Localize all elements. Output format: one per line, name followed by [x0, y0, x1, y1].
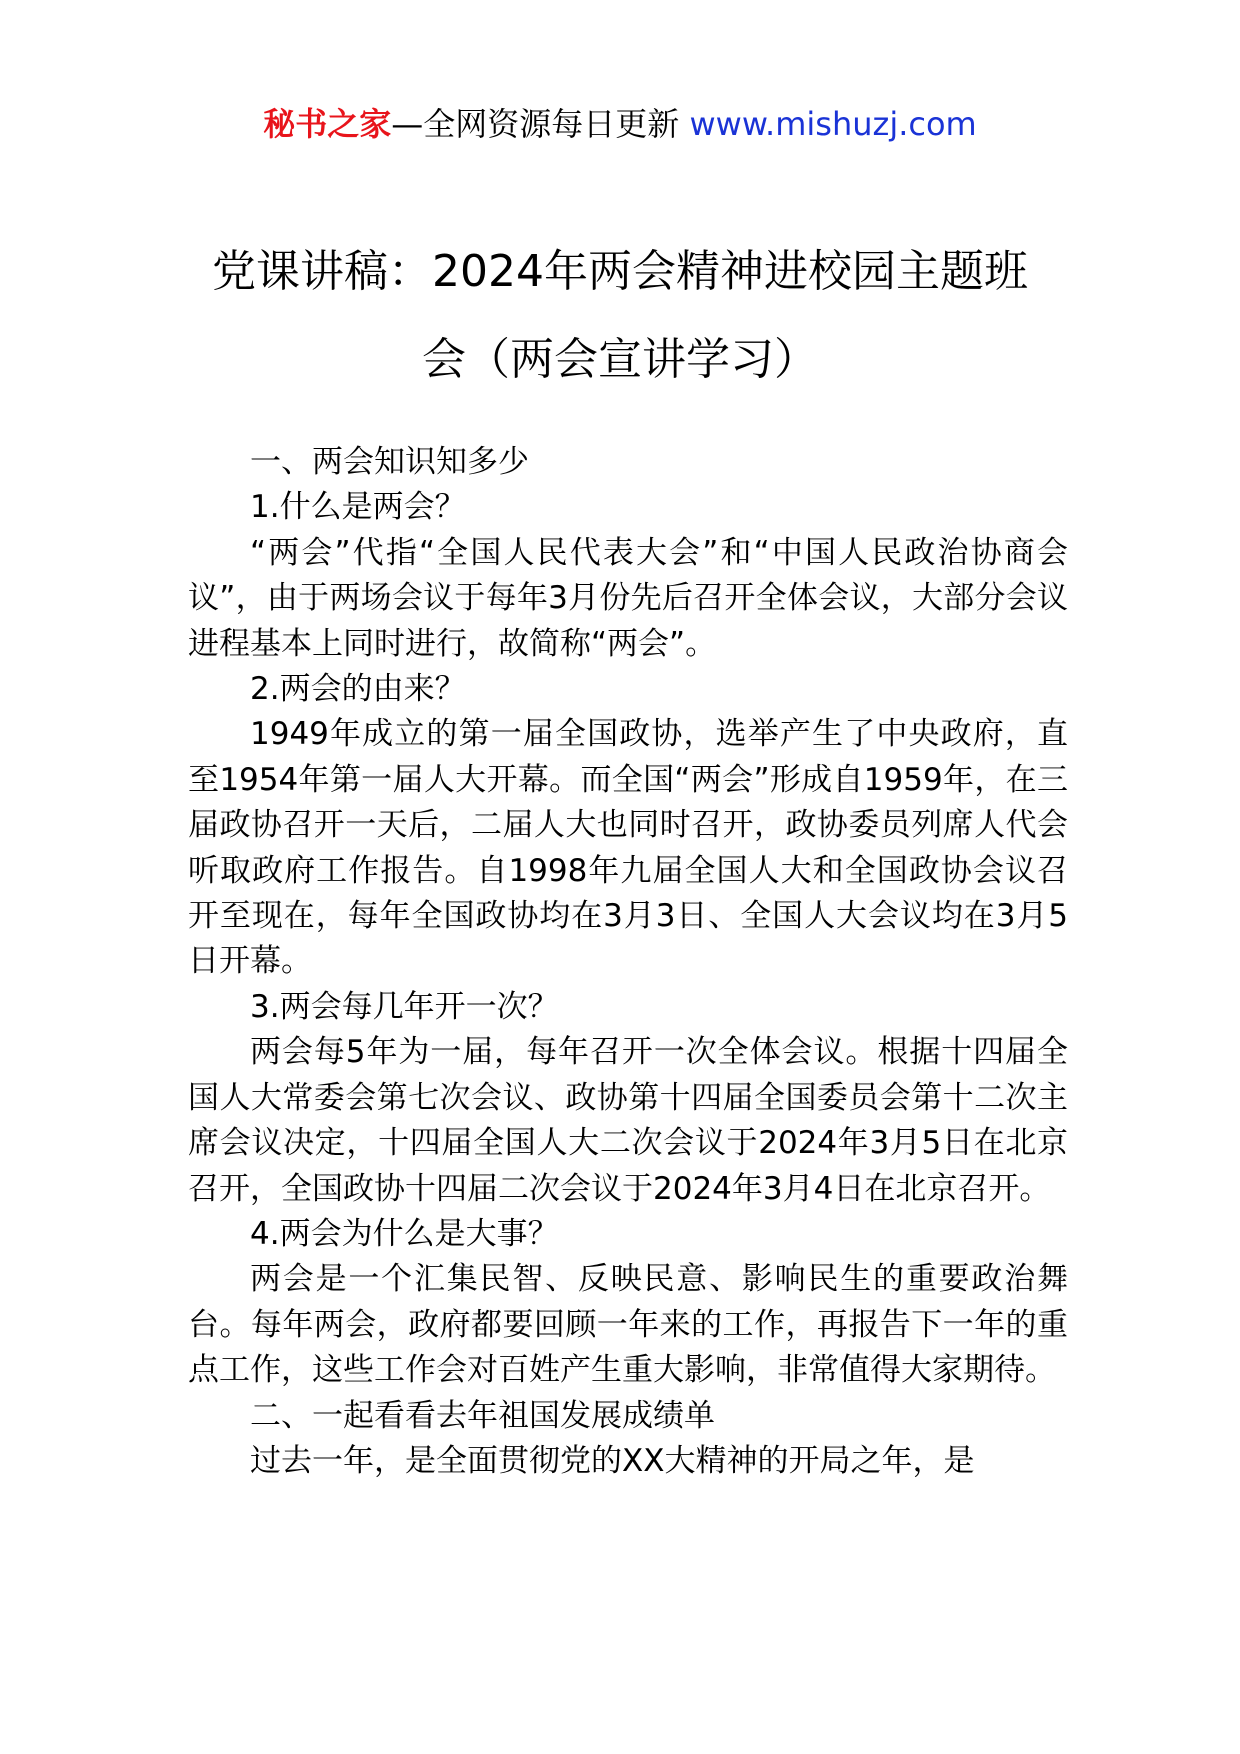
section-heading-1: 一、两会知识知多少: [250, 444, 529, 480]
title-line-2: 会（两会宣讲学习）: [422, 334, 818, 385]
document-body: [188, 440, 1068, 1484]
section-heading-2: 二、一起看看去年祖国发展成绩单: [250, 1397, 715, 1434]
body-paragraph: 1949年成立的第一届全国政协，选举产生了中央政府，直至1954年第一届人大开幕。而全国“两会”形成自1959年，在三届政协召开一天后，二届人大也同时召开，政协委员列席人代会听取政府工作报告。自1998年九届全国人大和全国政协会议召开至现在，每年全国政协均在3月3日、全国人大会议均在3月5日开幕。: [188, 716, 1068, 980]
brand-name: 秘书之家: [263, 105, 392, 143]
body-paragraph: 过去一年，是全面贯彻党的XX大精神的开局之年，是: [250, 1442, 975, 1479]
body-paragraph: 两会是一个汇集民智、反映民意、影响民生的重要政治舞台。每年两会，政府都要回顾一年来的工作，再报告下一年的重点工作，这些工作会对百姓产生重大影响，非常值得大家期待。: [188, 1261, 1068, 1389]
body-paragraph: “两会”代指“全国人民代表大会”和“中国人民政治协商会议”，由于两场会议于每年3月份先后召开全体会议，大部分会议进程基本上同时进行，故简称“两会”。: [188, 534, 1068, 662]
body-paragraph: 两会每5年为一届，每年召开一次全体会议。根据十四届全国人大常委会第七次会议、政协第十四届全国委员会第十二次主席会议决定，十四届全国人大二次会议于2024年3月5日在北京召开，全国政协十四届二次会议于2024年3月4日在北京召开。: [188, 1034, 1068, 1207]
question-heading-1: 1.什么是两会？: [250, 489, 466, 526]
question-heading-4: 4.两会为什么是大事？: [250, 1215, 559, 1252]
document-title: [140, 228, 1100, 404]
header-slogan: —全网资源每日更新: [391, 105, 680, 143]
title-line-1: 党课讲稿：2024年两会精神进校园主题班: [212, 246, 1028, 297]
site-header: [0, 100, 1240, 148]
question-heading-2: 2.两会的由来？: [250, 671, 466, 708]
question-heading-3: 3.两会每几年开一次？: [250, 988, 559, 1025]
site-url-link[interactable]: www.mishuzj.com: [689, 105, 977, 143]
